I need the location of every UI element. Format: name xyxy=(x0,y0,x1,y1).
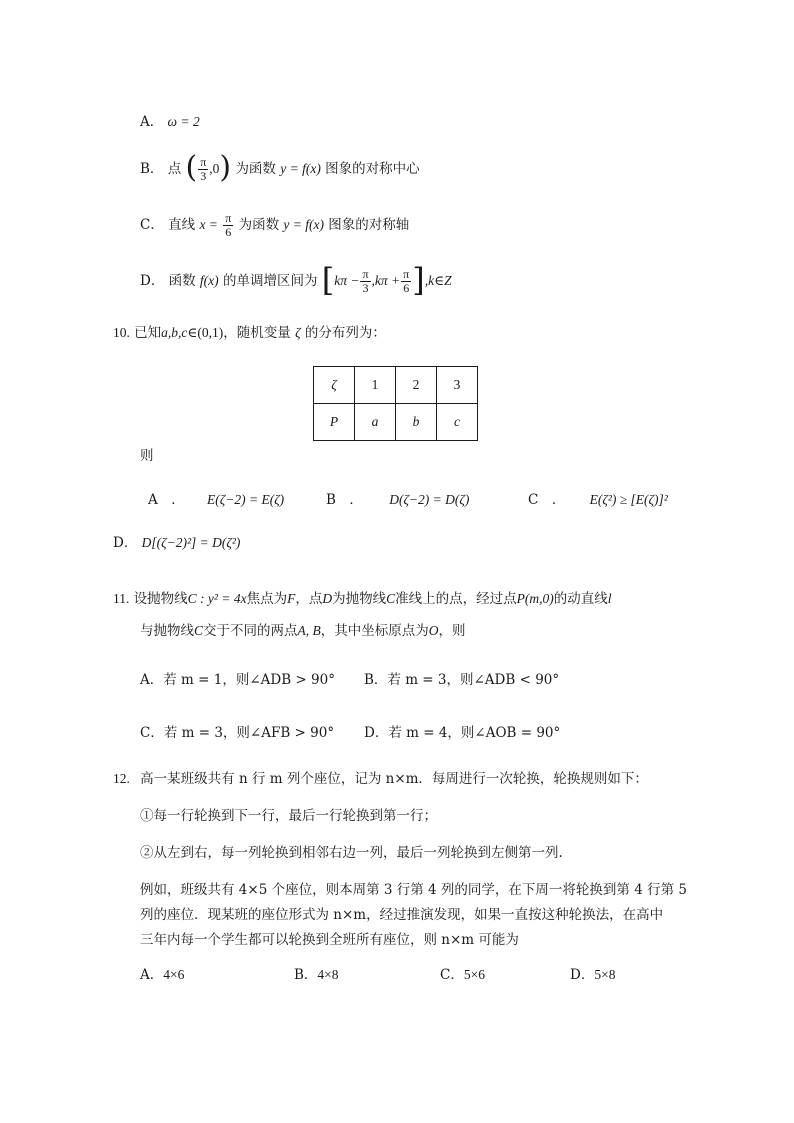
q12-option-d[interactable]: D．5×8 xyxy=(570,967,616,983)
fraction: $\frac{\pi}{3}$ xyxy=(362,267,369,295)
table-cell: 1 xyxy=(355,367,396,404)
q10-option-a[interactable]: A ． E(ζ−2) = E(ζ) xyxy=(148,492,285,508)
q12-rule-2: ②从左到右，每一列轮换到相邻右边一列，最后一列轮换到左侧第一列. xyxy=(140,845,563,861)
table-cell: b xyxy=(396,404,437,441)
q12-example-line1: 例如，班级共有 4×5 个座位，则本周第 3 行第 4 列的同学，在下周一将轮换到第 4 行第 5 xyxy=(140,882,687,898)
q10-option-c[interactable]: C ． E(ζ²) ≥ [E(ζ)]² xyxy=(528,492,668,508)
q12-option-a[interactable]: A．4×6 xyxy=(140,967,185,983)
q12-example-line3: 三年内每一个学生都可以轮换到全班所有座位，则 n×m 可能为 xyxy=(140,932,519,948)
q11-option-c[interactable]: C．若 m = 3，则∠AFB > 90° xyxy=(140,725,335,741)
fraction: $\frac{\pi}{6}$ xyxy=(403,267,410,295)
q12-example-line2: 列的座位．现某班的座位形式为 n×m，经过推演发现，如果一直按这种轮换法，在高中 xyxy=(140,907,664,923)
q12-rule-1: ①每一行轮换到下一行，最后一行轮换到第一行； xyxy=(140,808,437,824)
table-cell: ζ xyxy=(314,367,355,404)
fraction: $\frac{\pi}{6}$ xyxy=(225,211,232,239)
q10-option-d[interactable]: D． D[(ζ−2)²] = D(ζ²) xyxy=(113,535,241,551)
distribution-table xyxy=(313,366,478,441)
q12-option-b[interactable]: B．4×8 xyxy=(294,967,339,983)
q12-option-c[interactable]: C．5×6 xyxy=(440,967,485,983)
table-row xyxy=(314,404,478,441)
q10-option-b[interactable]: B ． D(ζ−2) = D(ζ) xyxy=(326,492,470,508)
q11-stem-line2: 与抛物线C交于不同的两点A, B，其中坐标原点为O，则 xyxy=(140,623,466,639)
q11-option-d[interactable]: D．若 m = 4，则∠AOB = 90° xyxy=(364,725,561,741)
fraction: $\frac{\pi}{3}$ xyxy=(200,155,207,183)
q9-option-b[interactable]: B． 点 ( $\frac{\pi}{3}$ ,0) 为函数 y = f(x) 图象的对称中心 xyxy=(140,149,420,185)
table-cell: a xyxy=(355,404,396,441)
table-cell: 3 xyxy=(437,367,478,404)
q11-stem-line1: 11. 设抛物线C : y² = 4x焦点为F，点D为抛物线C准线上的点，经过点P(m,0)的动直线l xyxy=(113,591,612,607)
q9-option-d[interactable]: D． 函数 f(x) 的单调增区间为 [kπ − $\frac{\pi}{3}$ ,kπ + $\frac{\pi}{6}$ ],k∈Z xyxy=(140,260,452,299)
q12-stem: 12. 高一某班级共有 n 行 m 列个座位，记为 n×m．每周进行一次轮换，轮换规则如下： xyxy=(113,771,648,787)
q9-option-a[interactable]: A． ω = 2 xyxy=(140,114,200,130)
q9-option-c[interactable]: C． 直线 x = $\frac{\pi}{6}$ 为函数 y = f(x) 图象的对称轴 xyxy=(140,211,410,239)
q11-option-b[interactable]: B．若 m = 3，则∠ADB < 90° xyxy=(364,672,560,688)
table-row xyxy=(314,367,478,404)
q11-option-a[interactable]: A．若 m = 1，则∠ADB > 90° xyxy=(140,672,335,688)
table-cell: 2 xyxy=(396,367,437,404)
table-cell: c xyxy=(437,404,478,441)
table-cell: P xyxy=(314,404,355,441)
q10-stem: 10. 已知a,b,c∈(0,1)，随机变量 ζ 的分布列为： xyxy=(113,325,386,341)
q10-then: 则 xyxy=(140,448,154,464)
